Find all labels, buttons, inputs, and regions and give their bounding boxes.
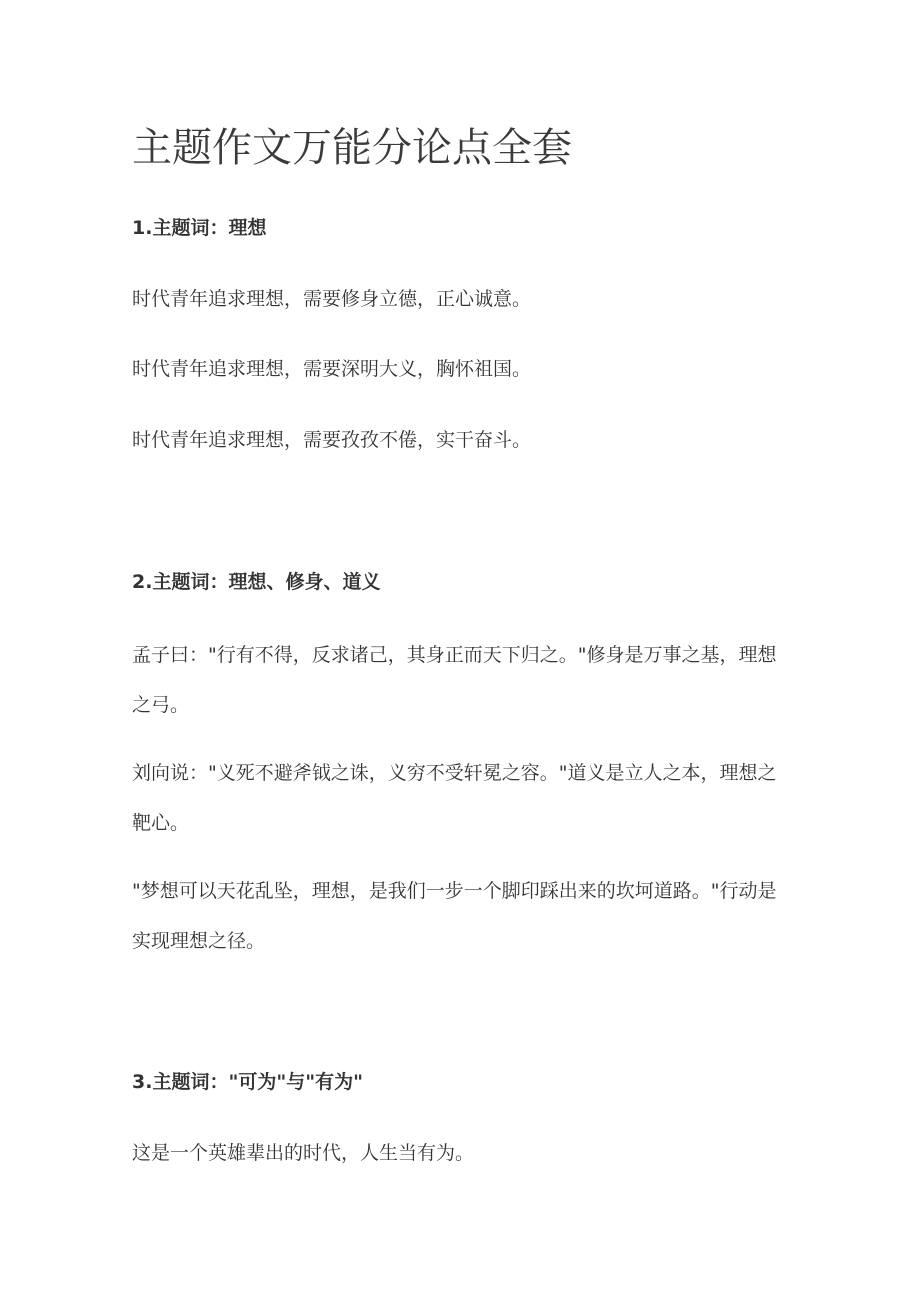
section-3-heading: 3.主题词："可为"与"有为" — [132, 1071, 364, 1093]
section-2-heading: 2.主题词：理想、修身、道义 — [132, 571, 381, 593]
section-2-paragraph-2: 刘向说："义死不避斧钺之诛，义穷不受轩冕之容。"道义是立人之本，理想之靶心。 — [132, 762, 777, 834]
section-1-heading: 1.主题词：理想 — [132, 217, 267, 239]
section-1-paragraph-1: 时代青年追求理想，需要修身立德，正心诚意。 — [132, 288, 532, 310]
document-title: 主题作文万能分论点全套 — [132, 125, 572, 171]
section-1-paragraph-2: 时代青年追求理想，需要深明大义，胸怀祖国。 — [132, 358, 532, 380]
section-2-paragraph-3: "梦想可以天花乱坠，理想，是我们一步一个脚印踩出来的坎坷道路。"行动是实现理想之径。 — [132, 880, 777, 952]
section-3-paragraph-1: 这是一个英雄辈出的时代，人生当有为。 — [132, 1142, 475, 1164]
section-2-paragraph-1: 孟子曰："行有不得，反求诸己，其身正而天下归之。"修身是万事之基，理想之弓。 — [132, 644, 777, 716]
section-1-paragraph-3: 时代青年追求理想，需要孜孜不倦，实干奋斗。 — [132, 429, 532, 451]
